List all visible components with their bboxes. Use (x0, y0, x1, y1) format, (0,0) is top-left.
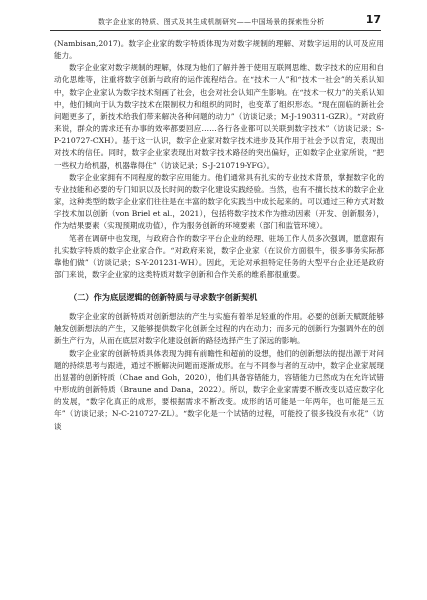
paragraph: (Nambisan,2017)。数字企业家的数字特质体现为对数字规制的理解、对数字运用的认可及应用能力。 (54, 39, 384, 61)
page-body (54, 38, 384, 433)
paragraph: 数字企业家的创新特质具体表现为拥有前瞻性和超前的设想，他们的创新想法的提出源于对问题的持续思考与跟进，通过不断解决问题而逐渐成形。在与不同参与者的互动中，数字企业家展现出显著的创新特质（Chae and Goh，2020），他们具备容错能力，容错能力已然成为在允许试错中形成的创新特质（Braune and Dana，2022）。所以，数字企业家需要不断改变以适应数字化的发展，“数字化真正的成形，要根据需求不断改变。成形的话可能是一年两年，也可能是三五年”（访谈记录；N-C-210727-ZL）。“数字化是一个试错的过程，可能投了很多钱没有水花”（访谈 (54, 348, 384, 431)
section-heading: （二）作为底层逻辑的创新特质与寻求数字创新契机 (69, 292, 258, 303)
paragraph: 数字企业家拥有不同程度的数字应用能力。他们通常具有扎实的专业技术背景，掌握数字化的专业技能和必要的专门知识以及长时间的数字化建设实践经验。当然，也有不擅长技术的数字企业家，这种类型的数字企业家们往往是在丰富的数字化实践当中成长起来的。可以通过三种方式对数字技术加以创新（von Briel et al.，2021），包括将数字技术作为推动因素（开发、创新服务），作为结果要素（实现预期成功值），作为服务创新的环境要素（部门和监管环境）。 (54, 172, 384, 231)
paragraph: 笔者在调研中也发现，与政府合作的数字平台企业的经理、驻场工作人员多次强调，愿意跟有扎实数字特质的数字企业家合作。“对政府来说，数字企业家（在议价方面很牛，很多事务实际都靠他们做”（访谈记录；S-Y-201231-WH）。因此，无论对承担特定任务的大型平台企业还是政府部门来说，数字企业家的这类特质对数字创新和合作关系的维系都很重要。 (54, 233, 384, 279)
running-header (50, 14, 381, 31)
paragraph: 数字企业家的创新特质对创新想法的产生与实施有着举足轻重的作用。必要的创新天赋既能够触发创新想法的产生，又能够提供数字化创新全过程的内在动力；而多元的创新行为强调外在的创新生产行为，从而在底层对数字化建设创新的路径选择产生了深远的影响。 (54, 312, 384, 346)
paragraph: 数字企业家对数字规制的理解，体现为他们了解并善于使用互联网思维、数字技术的应用和自动化思维等，注重将数字创新与政府的运作流程结合。在“技术一人”和“技术一社会”的关系认知中，数字企业家认为数字技术刻画了社会，也会对社会认知产生影响。在“技术一权力”的关系认知中，他们倾向于认为数字技术在限制权力和组织的同时，也变革了组织形态。“现在面临的新社会问题更多了，新技术给我们带来解决各种问题的动力”（访谈记录；M-J-190311-GZR）。“对政府来说，群众的需求还有办事的效率都要回应……各行各业都可以关联到数字技术”（访谈记录；S-P-210727-CXH）。基于这一认识，数字企业家对数字技术进步及其作用于社会予以肯定，表现出对技术的信任。同时，数字企业家表现出对数字技术路径的突出偏好，正如数字企业家所说，“把一些权力给机器，机器靠得住”（访谈记录；S-J-210719-YFG）。 (54, 63, 384, 170)
running-head-title: 数字企业家的特质、图式及其生成机制研究——中国场景的探索性分析 (98, 18, 325, 26)
page-number: 17 (365, 13, 381, 26)
